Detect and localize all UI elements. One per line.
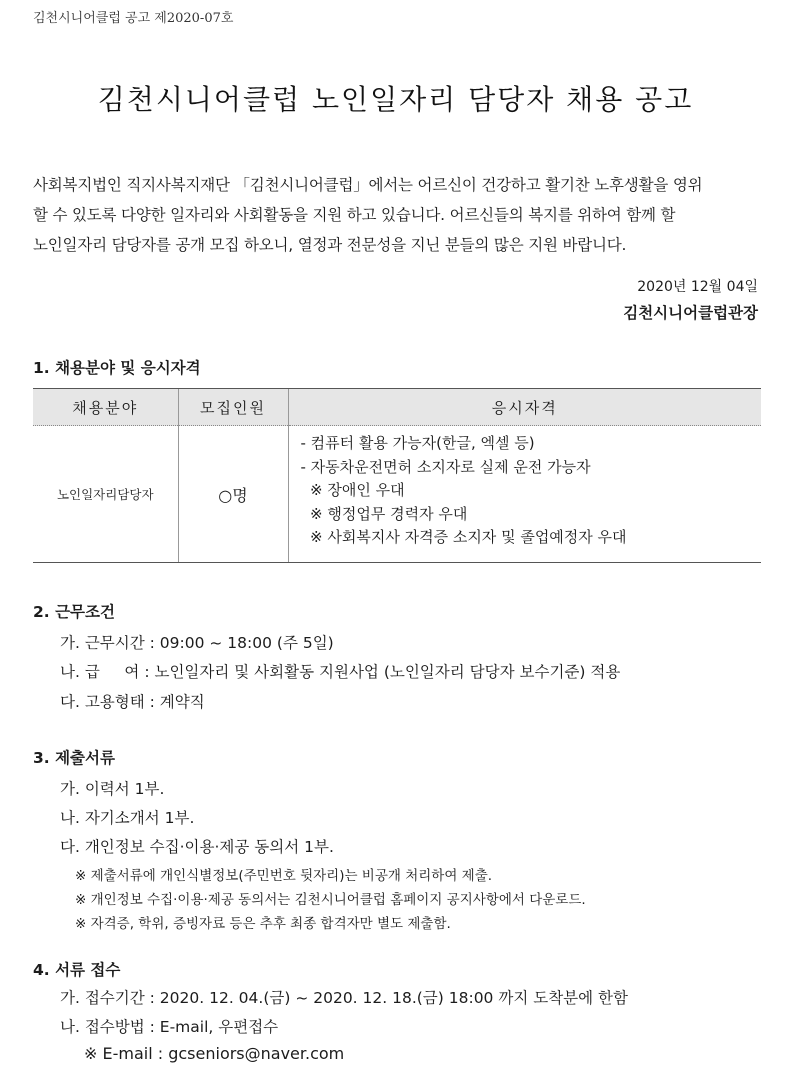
document-item: 다. 개인정보 수집·이용·제공 동의서 1부. [60, 838, 334, 856]
page-title: 김천시니어클럽 노인일자리 담당자 채용 공고 [97, 83, 694, 116]
document-item: 가. 이력서 1부. [60, 780, 165, 798]
qualification-item: ※ 장애인 우대 [300, 481, 405, 499]
email-contact: ※ E-mail : gcseniors@naver.com [84, 1044, 345, 1063]
document-note: ※ 제출서류에 개인식별정보(주민번호 뒷자리)는 비공개 처리하여 제출. [75, 868, 493, 884]
recruitment-table [33, 388, 761, 563]
header-qualifications: 응시자격 [288, 389, 761, 426]
organization-signature: 김천시니어클럽관장 [623, 304, 758, 322]
notice-number: 김천시니어클럽 공고 제2020-07호 [33, 11, 234, 26]
application-item: 나. 접수방법 : E-mail, 우편접수 [60, 1018, 279, 1036]
section-heading-documents: 3. 제출서류 [33, 749, 115, 767]
section-heading-conditions: 2. 근무조건 [33, 603, 115, 621]
application-item: 가. 접수기간 : 2020. 12. 04.(금) ~ 2020. 12. 18.(금) 18:00 까지 도착분에 한함 [60, 989, 628, 1007]
condition-item: 가. 근무시간 : 09:00 ~ 18:00 (주 5일) [60, 634, 334, 652]
qualification-item: - 컴퓨터 활용 가능자(한글, 엑셀 등) [300, 434, 535, 452]
cell-field: 노인일자리담당자 [33, 426, 178, 563]
qualification-item: - 자동차운전면허 소지자로 실제 운전 가능자 [300, 457, 591, 476]
qualification-item: ※ 행정업무 경력자 우대 [300, 504, 468, 523]
condition-item: 나. 급 여 : 노인일자리 및 사회활동 지원사업 (노인일자리 담당자 보수기준) 적용 [60, 663, 621, 681]
intro-paragraph [33, 170, 768, 260]
header-field: 채용분야 [33, 389, 178, 426]
intro-line: 할 수 있도록 다양한 일자리와 사회활동을 지원 하고 있습니다. 어르신들의 복지를 위하여 함께 할 [33, 206, 676, 224]
header-count: 모집인원 [178, 389, 288, 426]
section-heading-application: 4. 서류 접수 [33, 961, 121, 979]
notice-date: 2020년 12월 04일 [637, 279, 758, 295]
table-header-row [33, 389, 761, 426]
qualification-item: ※ 사회복지사 자격증 소지자 및 졸업예정자 우대 [300, 528, 627, 546]
section-heading-recruitment: 1. 채용분야 및 응시자격 [33, 359, 201, 377]
table-row [33, 426, 761, 563]
document-note: ※ 개인정보 수집·이용·제공 동의서는 김천시니어클럽 홈페이지 공지사항에서 다운로드. [75, 892, 586, 908]
cell-count: ○명 [178, 426, 288, 563]
condition-item: 다. 고용형태 : 계약직 [60, 693, 205, 711]
intro-line: 노인일자리 담당자를 공개 모집 하오니, 열정과 전문성을 지닌 분들의 많은 지원 바랍니다. [33, 236, 627, 254]
document-note: ※ 자격증, 학위, 증빙자료 등은 추후 최종 합격자만 별도 제출함. [75, 916, 451, 932]
cell-qualifications [288, 426, 761, 563]
document-item: 나. 자기소개서 1부. [60, 809, 195, 827]
intro-line: 사회복지법인 직지사복지재단 「김천시니어클럽」에서는 어르신이 건강하고 활기찬 노후생활을 영위 [33, 176, 703, 194]
